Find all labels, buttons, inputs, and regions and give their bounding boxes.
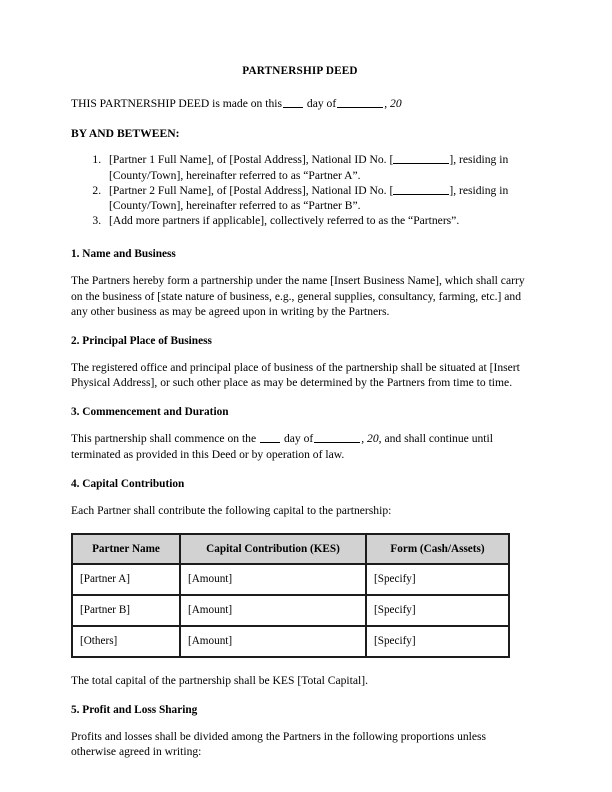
party-text-after: ], residing in [County/Town], hereinafter referred to as “Partner A”. bbox=[109, 153, 509, 182]
spacer bbox=[71, 111, 529, 126]
intro-mid-text: day of bbox=[306, 97, 337, 110]
cell-partner-name[interactable]: [Others] bbox=[73, 627, 181, 658]
section-body-principal-place: The registered office and principal place of business of the partnership shall be situated at [Insert Physical Address], or such other place as may be determined by the Partners from time to time. bbox=[71, 361, 520, 390]
party-text-after: ], residing in [County/Town], hereinafter referred to as “Partner B”. bbox=[109, 183, 509, 213]
column-header-partner-name: Partner Name bbox=[73, 535, 181, 565]
document-title: PARTNERSHIP DEED bbox=[242, 65, 358, 77]
party-text-before: [Partner 1 Full Name], of [Postal Address], National ID No. [ bbox=[109, 153, 394, 167]
list-item bbox=[104, 183, 529, 213]
spacer bbox=[71, 718, 529, 729]
intro-prefix-text: THIS PARTNERSHIP DEED is made on this bbox=[71, 97, 283, 110]
spacer bbox=[71, 228, 529, 247]
section-body-profit-loss: Profits and losses shall be divided among the Partners in the following proportions unless otherwise agreed in writing: bbox=[71, 730, 487, 759]
section-heading-profit-loss: 5. Profit and Loss Sharing bbox=[71, 704, 198, 717]
party-id-blank[interactable] bbox=[393, 153, 449, 164]
party-text-before: [Partner 2 Full Name], of [Postal Address], National ID No. [ bbox=[109, 183, 394, 197]
parties-heading: BY AND BETWEEN: bbox=[71, 127, 180, 141]
spacer bbox=[71, 77, 529, 96]
section-heading-principal-place: 2. Principal Place of Business bbox=[71, 335, 212, 348]
spacer bbox=[71, 349, 529, 360]
spacer bbox=[71, 518, 529, 533]
cell-form[interactable]: [Specify] bbox=[367, 596, 510, 627]
column-header-form: Form (Cash/Assets) bbox=[367, 535, 510, 565]
column-header-capital-contribution: Capital Contribution (KES) bbox=[181, 535, 367, 565]
cell-capital-amount[interactable]: [Amount] bbox=[181, 565, 367, 596]
spacer bbox=[71, 319, 529, 334]
spacer bbox=[71, 420, 529, 431]
cell-form[interactable]: [Specify] bbox=[367, 565, 510, 596]
intro-paragraph: THIS PARTNERSHIP DEED is made on this day of , 20 bbox=[71, 97, 402, 110]
cell-capital-amount[interactable]: [Amount] bbox=[181, 596, 367, 627]
list-item bbox=[104, 213, 529, 228]
table-body bbox=[73, 565, 510, 658]
spacer bbox=[71, 492, 529, 503]
table-row bbox=[73, 596, 510, 627]
commencement-mid-text: day of bbox=[283, 432, 314, 446]
cell-partner-name[interactable]: [Partner A] bbox=[73, 565, 181, 596]
table-row bbox=[73, 627, 510, 658]
table-row bbox=[73, 565, 510, 596]
spacer bbox=[71, 390, 529, 405]
section-heading-capital-contribution: 4. Capital Contribution bbox=[71, 477, 185, 490]
cell-form[interactable]: [Specify] bbox=[367, 627, 510, 658]
commencement-suffix-text: , and shall continue until terminated as provided in this Deed or by operation of law. bbox=[71, 432, 493, 461]
document-body bbox=[71, 60, 529, 760]
spacer bbox=[71, 688, 529, 703]
total-capital-text: The total capital of the partnership shall be KES [Total Capital]. bbox=[71, 674, 368, 688]
date-month-blank[interactable] bbox=[337, 97, 383, 108]
intro-year-text: 20 bbox=[390, 97, 402, 110]
date-day-blank[interactable] bbox=[283, 97, 303, 108]
spacer bbox=[71, 462, 529, 477]
section-heading-commencement: 3. Commencement and Duration bbox=[71, 406, 229, 419]
party-text-before: [Add more partners if applicable], collectively referred to as the “Partners”. bbox=[109, 214, 460, 228]
spacer bbox=[71, 141, 529, 152]
cell-partner-name[interactable]: [Partner B] bbox=[73, 596, 181, 627]
list-item bbox=[104, 152, 529, 182]
section-body-name-and-business: The Partners hereby form a partnership under the name [Insert Business Name], which shall carry on the business of [state nature of business, e.g., general supplies, consultancy, farming, etc.] and any other business as may be agreed upon in writing by the Partners. bbox=[71, 274, 525, 318]
section-heading-name-and-business: 1. Name and Business bbox=[71, 248, 176, 261]
capital-contribution-table bbox=[71, 533, 510, 658]
section-body-commencement: This partnership shall commence on the day of , 20, and shall continue until terminated as provided in this Deed or by operation of law. bbox=[71, 432, 493, 461]
section-body-capital-contribution: Each Partner shall contribute the following capital to the partnership: bbox=[71, 503, 392, 517]
commencement-month-blank[interactable] bbox=[314, 432, 360, 443]
commencement-year-text: 20 bbox=[367, 432, 379, 446]
cell-capital-amount[interactable]: [Amount] bbox=[181, 627, 367, 658]
parties-list bbox=[71, 152, 529, 228]
party-id-blank[interactable] bbox=[393, 184, 449, 195]
commencement-prefix-text: This partnership shall commence on the bbox=[71, 432, 257, 446]
spacer bbox=[71, 658, 529, 673]
table-header bbox=[73, 535, 510, 565]
table-header-row bbox=[73, 535, 510, 565]
spacer bbox=[71, 262, 529, 273]
commencement-day-blank[interactable] bbox=[260, 432, 280, 443]
